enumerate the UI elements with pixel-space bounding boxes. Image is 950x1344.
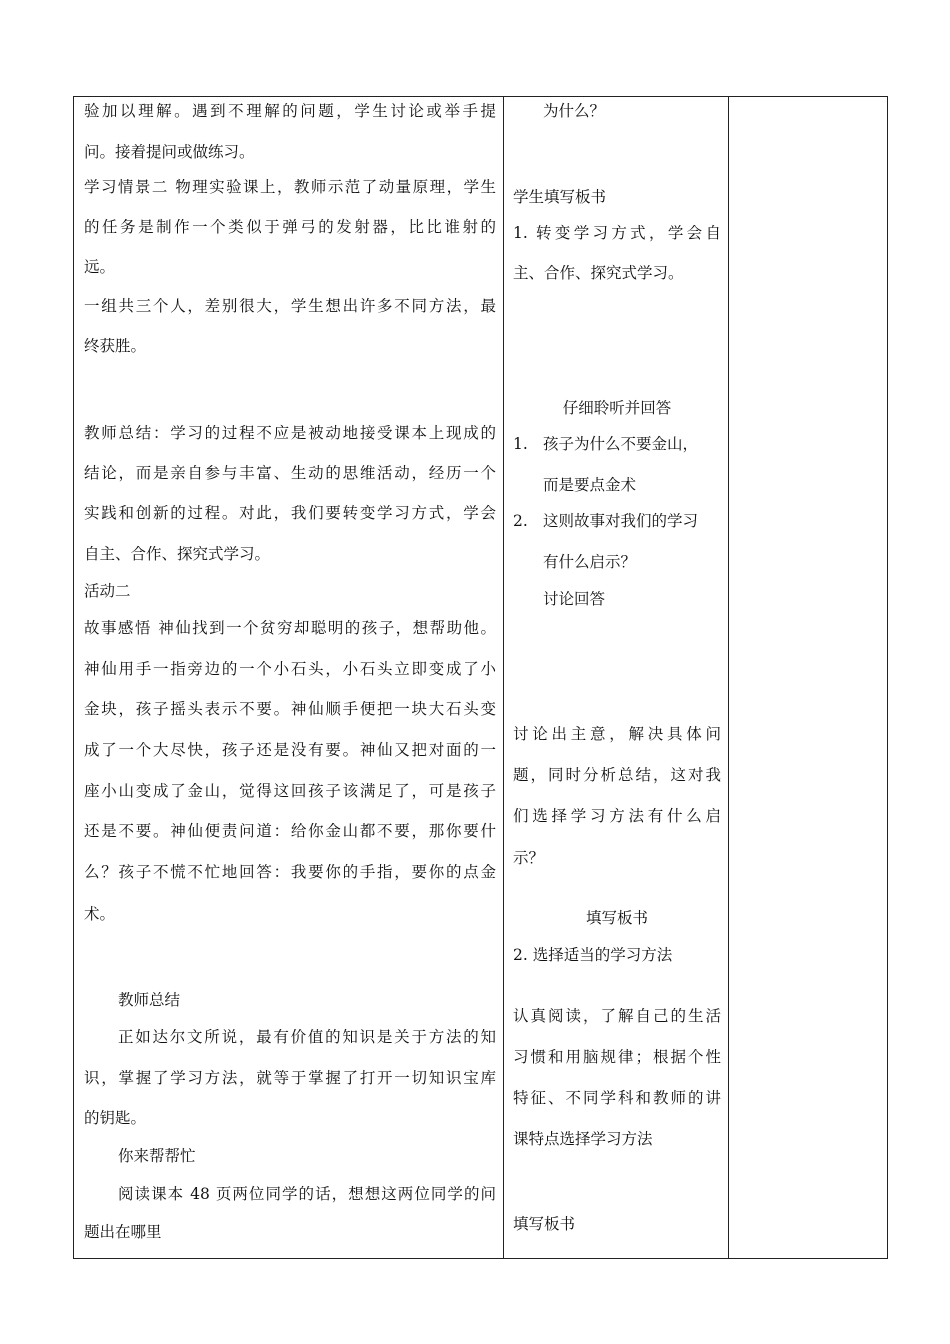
text-line: 么？孩子不慌不忙地回答：我要你的手指，要你的点金 xyxy=(84,863,496,881)
lesson-plan-table xyxy=(73,96,888,1259)
text-line: 的钥匙。 xyxy=(84,1109,147,1127)
text-line: 神仙用手一指旁边的一个小石头，小石头立即变成了小 xyxy=(84,660,496,678)
text-line: 问。接着提问或做练习。 xyxy=(84,143,255,161)
section-heading: 教师总结 xyxy=(118,991,181,1009)
text-line: 有什么启示？ xyxy=(543,553,637,571)
teacher-activity-cell xyxy=(74,97,504,1259)
section-heading: 活动二 xyxy=(84,582,131,600)
text-line: 识，掌握了学习方法，就等于掌握了打开一切知识宝库 xyxy=(84,1069,496,1087)
table-row xyxy=(74,97,888,1259)
text-line: 终获胜。 xyxy=(84,337,147,355)
teacher-activity-text xyxy=(74,97,503,1258)
text-line: 还是不要。神仙便责问道：给你金山都不要，那你要什 xyxy=(84,822,496,840)
text-line: 们选择学习方法有什么启 xyxy=(513,807,721,825)
text-line: 主、合作、探究式学习。 xyxy=(513,264,684,282)
section-heading: 仔细聆听并回答 xyxy=(562,399,672,417)
text-line: 阅读课本 48 页两位同学的话，想想这两位同学的问 xyxy=(118,1185,496,1203)
section-heading: 你来帮帮忙 xyxy=(118,1147,196,1165)
text-line: 一组共三个人，差别很大，学生想出许多不同方法，最 xyxy=(84,297,496,315)
text-line: 实践和创新的过程。对此，我们要转变学习方式，学会 xyxy=(84,504,496,522)
text-line: 而是要点金术 xyxy=(543,476,637,494)
text-line: 故事感悟 神仙找到一个贫穷却聪明的孩子，想帮助他。 xyxy=(84,619,496,637)
text-line: 这则故事对我们的学习 xyxy=(543,512,699,530)
section-heading: 学生填写板书 xyxy=(513,188,607,206)
text-line: 讨论回答 xyxy=(543,590,606,608)
student-activity-cell xyxy=(504,97,729,1259)
text-line: 远。 xyxy=(84,258,116,276)
text-line: 习惯和用脑规律；根据个性 xyxy=(513,1048,721,1066)
notes-empty xyxy=(729,97,887,1258)
text-line: 题出在哪里 xyxy=(84,1223,162,1241)
list-number: 2. xyxy=(513,512,528,530)
text-line: 学习情景二 物理实验课上，教师示范了动量原理，学生 xyxy=(84,178,496,196)
text-line: 讨论出主意，解决具体问 xyxy=(513,725,721,743)
text-line: 验加以理解。遇到不理解的问题，学生讨论或举手提 xyxy=(84,102,496,120)
student-activity-text xyxy=(504,97,728,1258)
text-line: 1. 转变学习方式，学会自 xyxy=(513,224,721,242)
text-line: 成了一个大尽快，孩子还是没有要。神仙又把对面的一 xyxy=(84,741,496,759)
text-line: 为什么？ xyxy=(543,102,606,120)
text-line: 孩子为什么不要金山， xyxy=(543,435,699,453)
text-line: 教师总结：学习的过程不应是被动地接受课本上现成的 xyxy=(84,424,496,442)
text-line: 术。 xyxy=(84,905,116,923)
section-heading: 填写板书 xyxy=(513,1215,576,1233)
text-line: 2. 选择适当的学习方法 xyxy=(513,946,673,964)
text-line: 金块，孩子摇头表示不要。神仙顺手便把一块大石头变 xyxy=(84,700,496,718)
text-line: 认真阅读，了解自己的生活 xyxy=(513,1007,721,1025)
text-line: 结论，而是亲自参与丰富、生动的思维活动，经历一个 xyxy=(84,464,496,482)
text-line: 特征、不同学科和教师的讲 xyxy=(513,1089,721,1107)
text-line: 题，同时分析总结，这对我 xyxy=(513,766,721,784)
text-line: 座小山变成了金山，觉得这回孩子该满足了，可是孩子 xyxy=(84,782,496,800)
text-line: 的任务是制作一个类似于弹弓的发射器，比比谁射的 xyxy=(84,218,496,236)
notes-cell xyxy=(729,97,888,1259)
text-line: 示？ xyxy=(513,849,545,867)
list-number: 1. xyxy=(513,435,528,453)
text-line: 正如达尔文所说，最有价值的知识是关于方法的知 xyxy=(118,1028,496,1046)
text-line: 自主、合作、探究式学习。 xyxy=(84,545,271,563)
text-line: 课特点选择学习方法 xyxy=(513,1130,653,1148)
section-heading: 填写板书 xyxy=(585,909,648,927)
